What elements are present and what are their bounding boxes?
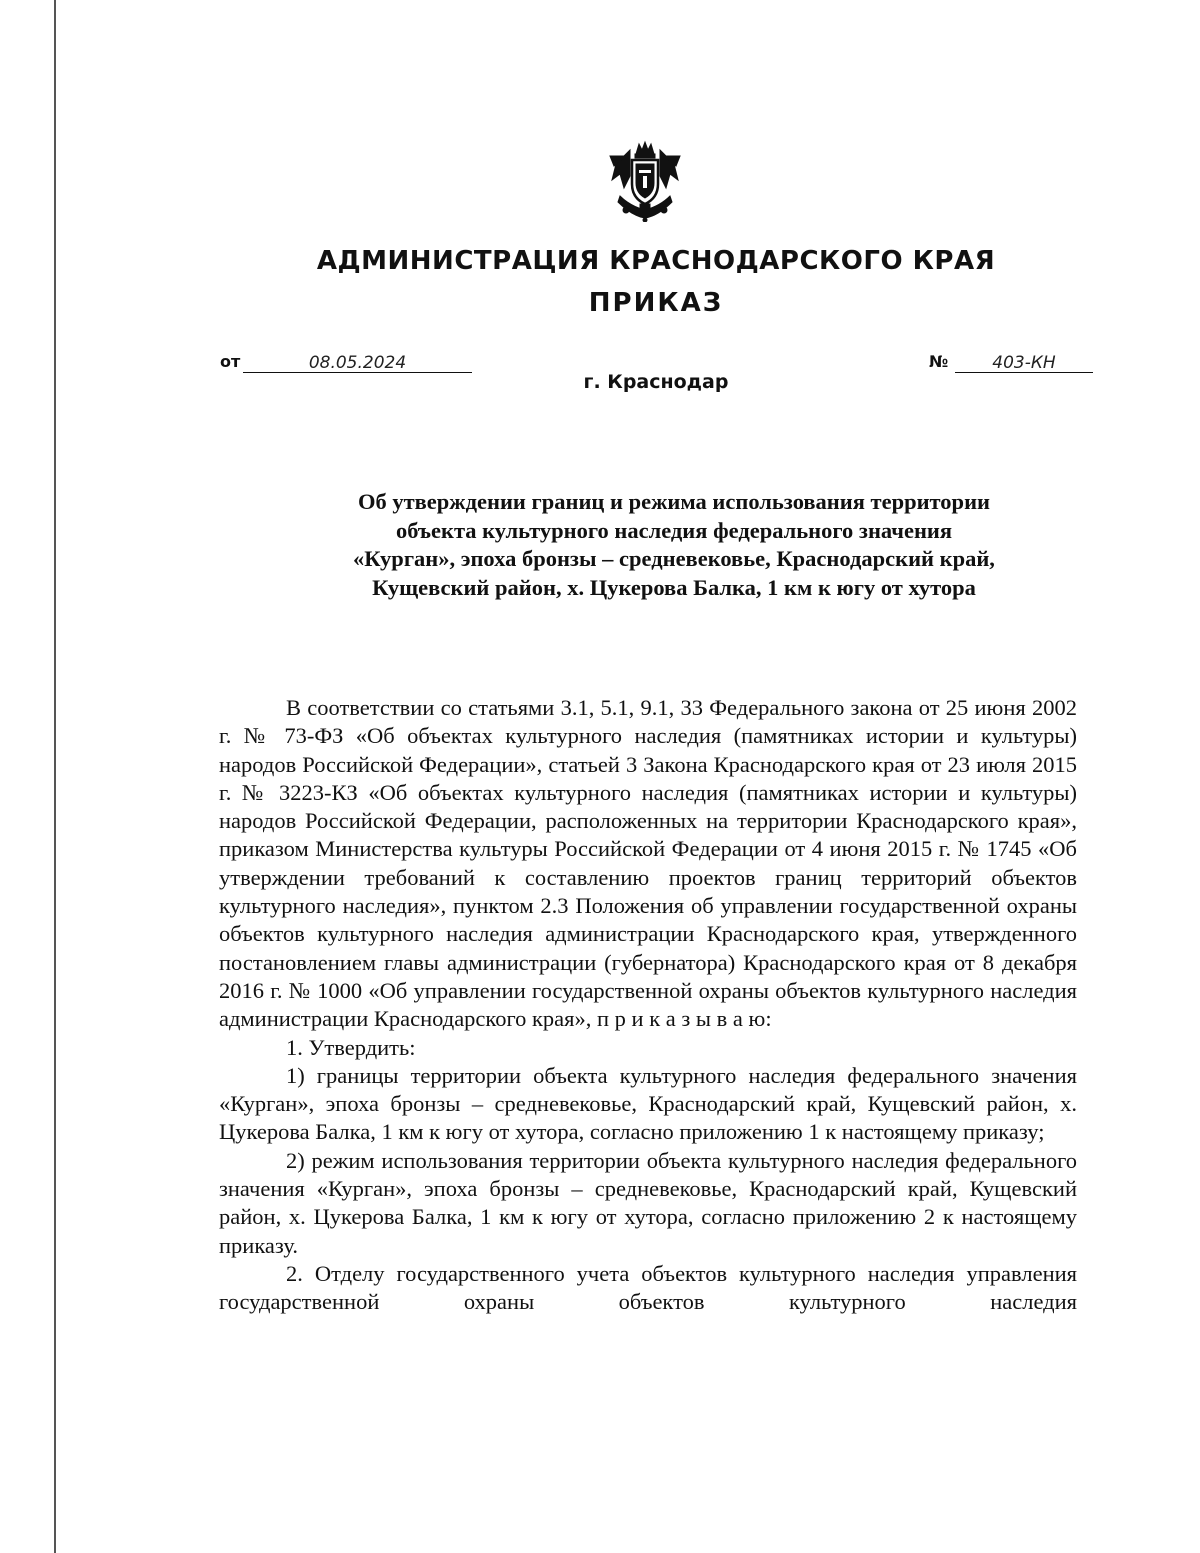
order-title-line: «Курган», эпоха бронзы – средневековье, Краснодарский край, [353,546,995,571]
item-1: 1. Утвердить: [286,1034,416,1060]
order-title-line: Об утверждении границ и режима использования территории [357,489,991,514]
organization-name: АДМИНИСТРАЦИЯ КРАСНОДАРСКОГО КРАЯ [316,246,996,276]
order-title-line: Кущевский район, х. Цукерова Балка, 1 км к югу от хутора [372,574,976,600]
handwritten-number: 403-КН [955,354,1093,373]
number-prefix: № [929,352,949,371]
scan-edge-line [54,0,56,1553]
preamble-paragraph: В соответствии со статьями 3.1, 5.1, 9.1, 33 Федерального закона от 25 июня 2002 г. № 73-ФЗ «Об объектах культурного наследия (памятниках истории и культуры) народов Российской Федерации», статьей 3 Закона Краснодарского края от 23 июля 2015 г. № 3223-КЗ «Об объектах культурного наследия (памятниках истории и культуры) народов Российской Федерации, расположенных на территории Краснодарского края», приказом Министерства культуры Российской Федерации от 4 июня 2015 г. № 1745 «Об утверждении требований к составлению проектов границ территорий объектов культурного наследия», пунктом 2.3 Положения об управлении государственной охраны объектов культурного наследия администрации Краснодарского края, утвержденного постановлением главы администрации (губернатора) Краснодарского края от 8 декабря 2016 г. № 1000 «Об управлении государственной охраны объектов культурного наследия администрации Краснодарского края», п р и к а з ы в а ю: [219,695,1077,1032]
item-2: 2. Отделу государственного учета объектов культурного наследия управления государственной охраны объектов культурного наследия [219,1260,1077,1315]
item-1-1: 1) границы территории объекта культурного наследия федерального значения «Курган», эпоха бронзы – средневековье, Краснодарский край, Кущевский район, х. Цукерова Балка, 1 км к югу от хутора, согласно приложению 1 к настоящему приказу; [219,1062,1077,1145]
city-name: г. Краснодар [583,371,729,393]
order-title-line: объекта культурного наследия федерального значения [395,517,953,543]
date-prefix: от [220,352,241,371]
order-body [219,694,1077,1317]
handwritten-date: 08.05.2024 [243,354,472,373]
order-title [200,488,1148,602]
item-1-2: 2) режим использования территории объекта культурного наследия федерального значения «Курган», эпоха бронзы – средневековье, Краснодарский край, Кущевский район, х. Цукерова Балка, 1 км к югу от хутора, согласно приложению 2 к настоящему приказу. [219,1147,1077,1258]
coat-of-arms-icon [606,140,684,222]
document-type: ПРИКАЗ [588,288,724,318]
